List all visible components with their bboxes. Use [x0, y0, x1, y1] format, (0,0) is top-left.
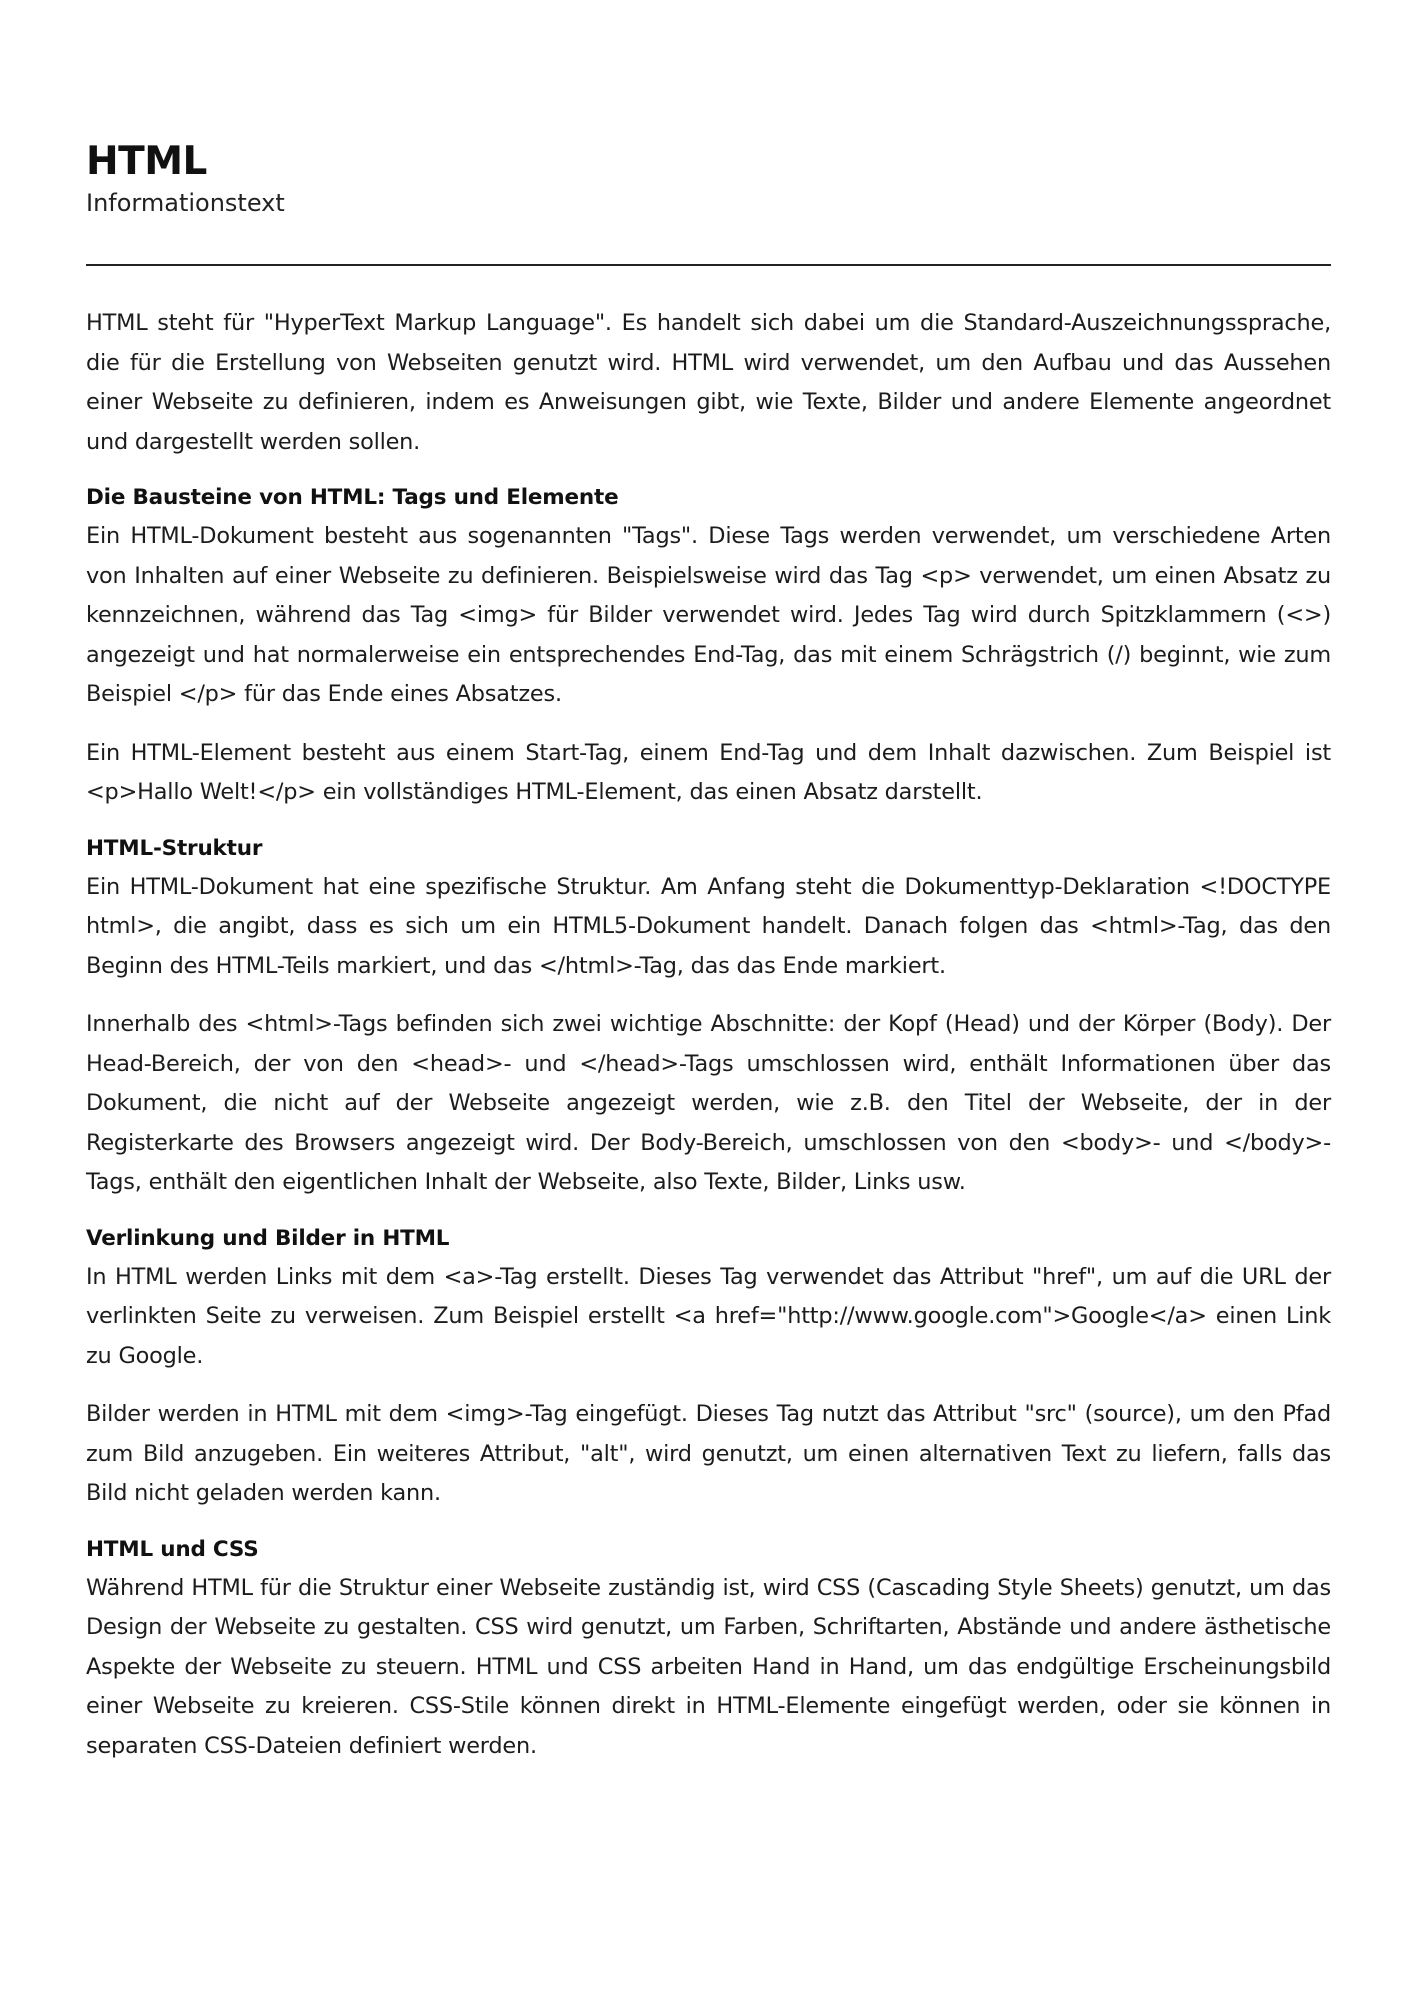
section-paragraph: Ein HTML-Dokument besteht aus sogenannten "Tags". Diese Tags werden verwendet, um verschiedene Arten von Inhalten auf einer Webseite zu definieren. Beispielsweise wird das Tag <p> verwendet, um einen Absatz zu kennzeichnen, während das Tag <img> für Bilder verwendet wird. Jedes Tag wird durch Spitzklammern (<>) angezeigt und hat normalerweise ein entsprechendes End-Tag, das mit einem Schrägstrich (/) beginnt, wie zum Beispiel </p> für das Ende eines Absatzes. [86, 523, 1331, 707]
title-divider [86, 264, 1331, 266]
section-paragraph: Ein HTML-Element besteht aus einem Start-Tag, einem End-Tag und dem Inhalt dazwischen. Zum Beispiel ist <p>Hallo Welt!</p> ein vollständiges HTML-Element, das einen Absatz darstellt. [86, 739, 1331, 805]
document-page [86, 138, 1331, 1785]
section-tags-elements [86, 481, 1331, 813]
section-heading: Verlinkung und Bilder in HTML [86, 1225, 450, 1251]
section-links-images [86, 1222, 1331, 1514]
document-subtitle: Informationstext [86, 189, 285, 217]
section-html-css [86, 1533, 1331, 1767]
section-paragraph: Während HTML für die Struktur einer Webseite zuständig ist, wird CSS (Cascading Style Sheets) genutzt, um das Design der Webseite zu gestalten. CSS wird genutzt, um Farben, Schriftarten, Abstände und andere ästhetische Aspekte der Webseite zu steuern. HTML und CSS arbeiten Hand in Hand, um das endgültige Erscheinungsbild einer Webseite zu kreieren. CSS-Stile können direkt in HTML-Elemente eingefügt werden, oder sie können in separaten CSS-Dateien definiert werden. [86, 1574, 1331, 1759]
document-body [86, 304, 1331, 1766]
section-paragraph: Bilder werden in HTML mit dem <img>-Tag eingefügt. Dieses Tag nutzt das Attribut "src" (source), um den Pfad zum Bild anzugeben. Ein weiteres Attribut, "alt", wird genutzt, um einen alternativen Text zu liefern, falls das Bild nicht geladen werden kann. [86, 1401, 1331, 1506]
intro-paragraph: HTML steht für "HyperText Markup Language". Es handelt sich dabei um die Standard-Auszeichnungssprache, die für die Erstellung von Webseiten genutzt wird. HTML wird verwendet, um den Aufbau und das Aussehen einer Webseite zu definieren, indem es Anweisungen gibt, wie Texte, Bilder und andere Elemente angeordnet und dargestellt werden sollen. [86, 310, 1331, 455]
section-html-structure [86, 832, 1331, 1203]
section-heading: HTML-Struktur [86, 835, 263, 861]
section-paragraph: Innerhalb des <html>-Tags befinden sich zwei wichtige Abschnitte: der Kopf (Head) und der Körper (Body). Der Head-Bereich, der von den <head>- und </head>-Tags umschlossen wird, enthält Informationen über das Dokument, die nicht auf der Webseite angezeigt werden, wie z.B. den Titel der Webseite, der in der Registerkarte des Browsers angezeigt wird. Der Body-Bereich, umschlossen von den <body>- und </body>-Tags, enthält den eigentlichen Inhalt der Webseite, also Texte, Bilder, Links usw. [86, 1011, 1331, 1195]
section-paragraph: Ein HTML-Dokument hat eine spezifische Struktur. Am Anfang steht die Dokumenttyp-Deklaration <!DOCTYPE html>, die angibt, dass es sich um ein HTML5-Dokument handelt. Danach folgen das <html>-Tag, das den Beginn des HTML-Teils markiert, und das </html>-Tag, das das Ende markiert. [86, 873, 1331, 979]
section-heading: Die Bausteine von HTML: Tags und Elemente [86, 485, 619, 510]
document-title: HTML [86, 139, 207, 184]
section-paragraph: In HTML werden Links mit dem <a>-Tag erstellt. Dieses Tag verwendet das Attribut "href", um auf die URL der verlinkten Seite zu verweisen. Zum Beispiel erstellt <a href="http://www.google.com">Google</a> einen Link zu Google. [86, 1263, 1331, 1369]
section-heading: HTML und CSS [86, 1536, 259, 1562]
